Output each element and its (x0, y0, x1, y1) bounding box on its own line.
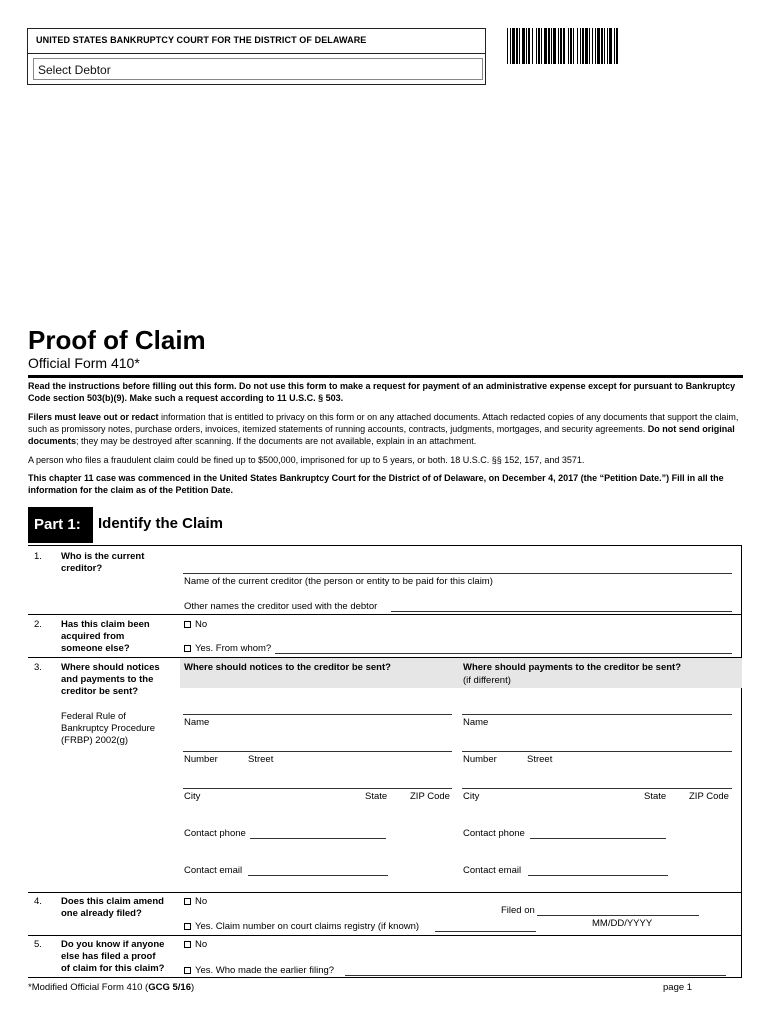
q4-number: 4. (34, 896, 42, 907)
q2-yes-option[interactable]: Yes. From whom? (184, 643, 271, 655)
checkbox[interactable] (184, 941, 191, 948)
payment-name-label: Name (463, 717, 489, 728)
payment-city-field[interactable] (462, 788, 732, 789)
intro-privacy: Filers must leave out or redact information that is entitled to privacy on this form or on any attached documents. Attach redacted copies of any documents that support the claim, such as promissory notes, purchase orders, invoices, itemized statements of running accounts, contracts, judgments, mortgages, and security agreements. Do not send original documents; they may be destroyed after scanning. If the documents are not available, explain in an attachment. (28, 412, 739, 446)
barcode (507, 28, 743, 64)
payment-phone-label: Contact phone (463, 828, 525, 839)
q3-label: Where should notices and payments to the creditor be sent? (61, 662, 160, 697)
checkbox[interactable] (184, 898, 191, 905)
payment-email-field[interactable] (528, 875, 668, 876)
creditor-name-caption: Name of the current creditor (the person or entity to be paid for this claim) (184, 576, 493, 587)
row-divider (28, 892, 742, 893)
frbp-note: Federal Rule of Bankruptcy Procedure (FRBP) 2002(g) (61, 711, 155, 746)
row-divider (28, 614, 742, 615)
q2-number: 2. (34, 619, 42, 630)
q4-no-option[interactable]: No (184, 896, 207, 908)
filed-on-field[interactable] (537, 915, 699, 916)
payment-name-field[interactable] (462, 714, 732, 715)
q3-number: 3. (34, 662, 42, 673)
notice-number-label: Number (184, 754, 218, 765)
q5-no-option[interactable]: No (184, 939, 207, 951)
notice-city-label: City (184, 791, 201, 802)
divider (28, 53, 485, 54)
payment-number-label: Number (463, 754, 497, 765)
acquired-from-field[interactable] (275, 653, 732, 654)
intro-fraud-warning: A person who files a fraudulent claim could be fined up to $500,000, imprisoned for up to 5 years, or both. 18 U.S.C. §§ 152, 157, and 3571. (28, 455, 585, 465)
notice-street-field[interactable] (183, 751, 452, 752)
payment-zip-label: ZIP Code (689, 791, 729, 802)
notice-email-label: Contact email (184, 865, 243, 876)
notices-header: Where should notices to the creditor be sent? (184, 662, 391, 673)
checkbox[interactable] (184, 967, 191, 974)
payment-state-label: State (644, 791, 667, 802)
notice-phone-label: Contact phone (184, 828, 246, 839)
q2-no-option[interactable]: No (184, 619, 207, 631)
title-divider (28, 375, 743, 378)
notice-street-label: Street (248, 754, 274, 765)
notice-phone-field[interactable] (250, 838, 386, 839)
debtor-select[interactable]: Select Debtor (33, 58, 483, 80)
other-names-label: Other names the creditor used with the debtor (184, 601, 378, 612)
notice-email-field[interactable] (248, 875, 388, 876)
payment-phone-field[interactable] (530, 838, 666, 839)
payment-street-label: Street (527, 754, 553, 765)
payment-street-field[interactable] (462, 751, 732, 752)
filed-on-label: Filed on (501, 905, 535, 916)
creditor-name-field[interactable] (183, 573, 732, 574)
page-number: page 1 (663, 982, 693, 993)
part-1-heading: Identify the Claim (98, 515, 224, 532)
checkbox[interactable] (184, 923, 191, 930)
claim-number-field[interactable] (435, 931, 536, 932)
payments-subheader: (if different) (463, 675, 511, 686)
earlier-filer-field[interactable] (345, 975, 726, 976)
notice-name-label: Name (184, 717, 210, 728)
q4-yes-option[interactable]: Yes. Claim number on court claims registry (if known) (184, 921, 419, 933)
notice-name-field[interactable] (183, 714, 452, 715)
notice-state-label: State (365, 791, 388, 802)
form-footer-note: *Modified Official Form 410 (GCG 5/16) (28, 982, 195, 993)
q5-label: Do you know if anyone else has filed a proof of claim for this claim? (61, 939, 165, 974)
payments-header: Where should payments to the creditor be sent? (463, 662, 682, 673)
date-format-hint: MM/DD/YYYY (592, 918, 653, 929)
q5-number: 5. (34, 939, 42, 950)
court-header-box (27, 28, 486, 85)
payment-city-label: City (463, 791, 480, 802)
notice-zip-label: ZIP Code (410, 791, 450, 802)
form-title: Proof of Claim (28, 325, 206, 355)
q5-yes-option[interactable]: Yes. Who made the earlier filing? (184, 965, 334, 977)
q1-number: 1. (34, 551, 42, 562)
q1-label: Who is the current creditor? (61, 551, 145, 574)
q2-label: Has this claim been acquired from someone else? (61, 619, 150, 654)
q4-label: Does this claim amend one already filed? (61, 896, 164, 919)
notice-city-field[interactable] (183, 788, 452, 789)
row-divider (28, 935, 742, 936)
other-names-field[interactable] (391, 611, 732, 612)
intro-instructions: Read the instructions before filling out this form. Do not use this form to make a request for payment of an administrative expense except for pursuant to Bankruptcy Code section 503(b)(9). Make such a request according to 11 U.S.C. § 503. (28, 381, 736, 403)
part-1-tab: Part 1: (28, 507, 93, 543)
form-subtitle: Official Form 410* (28, 355, 140, 371)
checkbox[interactable] (184, 621, 191, 628)
intro-case-note: This chapter 11 case was commenced in the United States Bankruptcy Court for the District of of Delaware, on December 4, 2017 (the “Petition Date.”) Fill in all the information for the claim as of the Petition Date. (28, 473, 724, 495)
payment-email-label: Contact email (463, 865, 522, 876)
court-name: UNITED STATES BANKRUPTCY COURT FOR THE DISTRICT OF DELAWARE (36, 35, 367, 45)
checkbox[interactable] (184, 645, 191, 652)
